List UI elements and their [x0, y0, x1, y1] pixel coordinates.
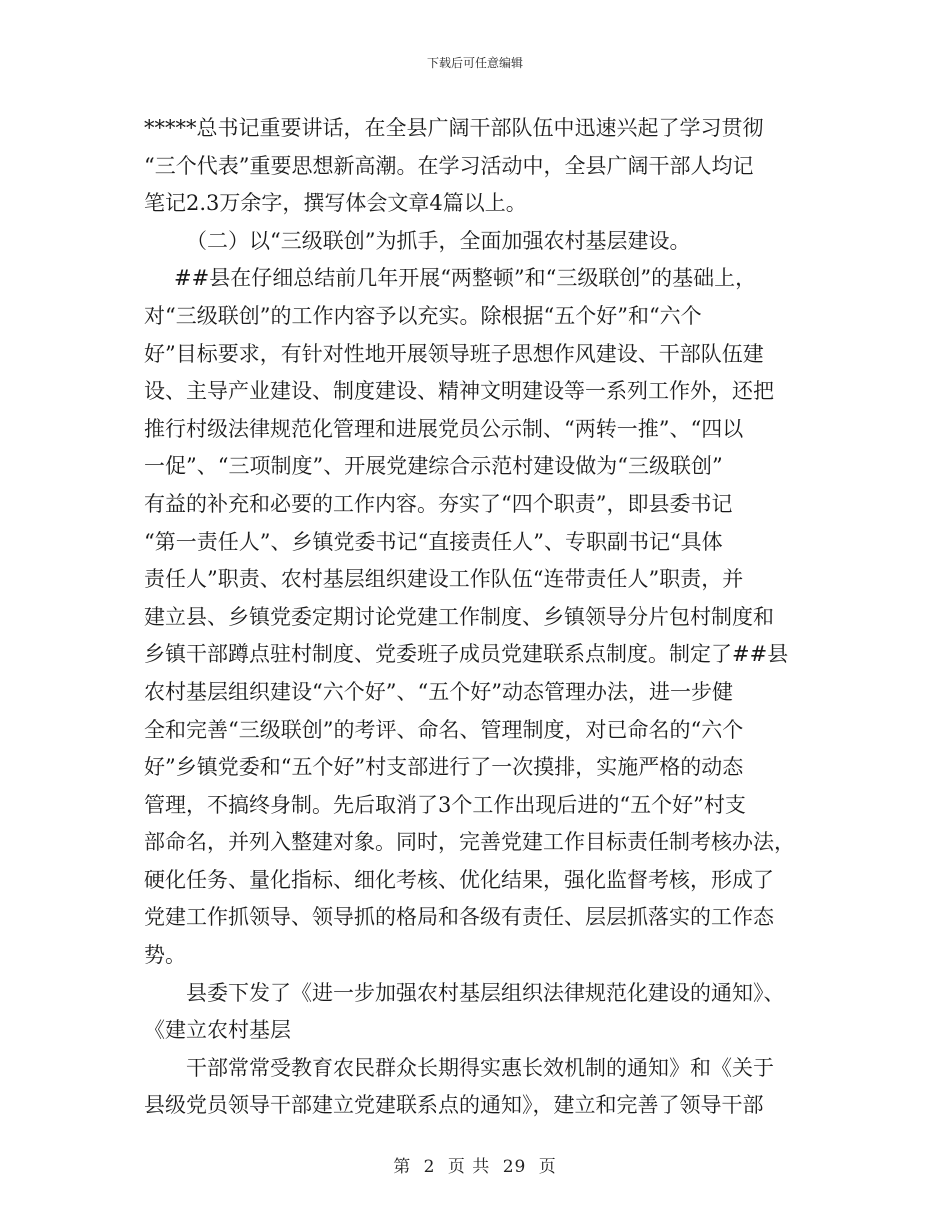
page-suffix: 页	[538, 1157, 557, 1177]
page-number: 2	[423, 1157, 436, 1177]
text-line: 党建工作抓领导、领导抓的格局和各级有责任、层层抓落实的工作态	[144, 905, 774, 930]
text-line: 笔记2.3万余字，撰写体会文章4篇以上。	[144, 191, 527, 216]
text-line: 硬化任务、量化指标、细化考核、优化结果，强化监督考核，形成了	[144, 867, 774, 892]
text-line: 好”乡镇党委和“五个好”村支部进行了一次摸排，实施严格的动态	[144, 755, 744, 780]
text-line: 对“三级联创”的工作内容予以充实。除根据“五个好”和“六个	[144, 303, 702, 328]
text-line: 一促”、“三项制度”、开展党建综合示范村建设做为“三级联创”	[144, 454, 723, 479]
text-line: 干部常常受教育农民群众长期得实惠长效机制的通知》和《关于	[186, 1055, 774, 1080]
text-line: 推行村级法律规范化管理和进展党员公示制、“两转一推”、“四以	[144, 416, 744, 441]
text-line: 建立县、乡镇党委定期讨论党建工作制度、乡镇领导分片包村制度和	[144, 604, 774, 629]
section-heading: （二）以“三级联创”为抓手，全面加强农村基层建设。	[186, 228, 691, 253]
text-line: 农村基层组织建设“六个好”、“五个好”动态管理办法，进一步健	[144, 679, 733, 704]
text-line: 全和完善“三级联创”的考评、命名、管理制度，对已命名的“六个	[144, 717, 744, 742]
text-line: 好”目标要求，有针对性地开展领导班子思想作风建设、干部队伍建	[144, 341, 764, 366]
total-pages: 29	[502, 1157, 527, 1177]
text-line: 《建立农村基层	[144, 1018, 291, 1043]
text-line: 部命名，并列入整建对象。同时，完善党建工作目标责任制考核办法，	[144, 830, 795, 855]
text-line: 县委下发了《进一步加强农村基层组织法律规范化建设的通知》、	[186, 980, 785, 1005]
text-line: *****总书记重要讲话，在全县广阔干部队伍中迅速兴起了学习贯彻	[144, 116, 764, 140]
text-line: 势。	[144, 943, 186, 968]
text-line: “三个代表”重要思想新高潮。在学习活动中，全县广阔干部人均记	[144, 153, 754, 178]
text-line: 设、主导产业建设、制度建设、精神文明建设等一系列工作外，还把	[144, 379, 774, 404]
text-line: ##县在仔细总结前几年开展“两整顿”和“三级联创”的基础上，	[174, 266, 757, 291]
page-prefix: 第	[393, 1157, 412, 1177]
text-line: 有益的补充和必要的工作内容。夯实了“四个职责”，即县委书记	[144, 491, 733, 516]
header-note: 下载后可任意编辑	[426, 56, 523, 70]
page-footer	[0, 1152, 950, 1177]
document-body	[144, 110, 804, 1125]
text-line: 管理，不搞终身制。先后取消了3个工作出现后进的“五个好”村支	[144, 792, 746, 817]
text-line: “第一责任人”、乡镇党委书记“直接责任人”、专职副书记“具体	[144, 529, 723, 554]
text-line: 乡镇干部蹲点驻村制度、党委班子成员党建联系点制度。制定了##县	[144, 642, 789, 667]
page-mid: 页 共	[447, 1157, 491, 1177]
text-line: 责任人”职责、农村基层组织建设工作队伍“连带责任人”职责，并	[144, 567, 744, 592]
text-line: 县级党员领导干部建立党建联系点的通知》，建立和完善了领导干部	[144, 1093, 764, 1118]
